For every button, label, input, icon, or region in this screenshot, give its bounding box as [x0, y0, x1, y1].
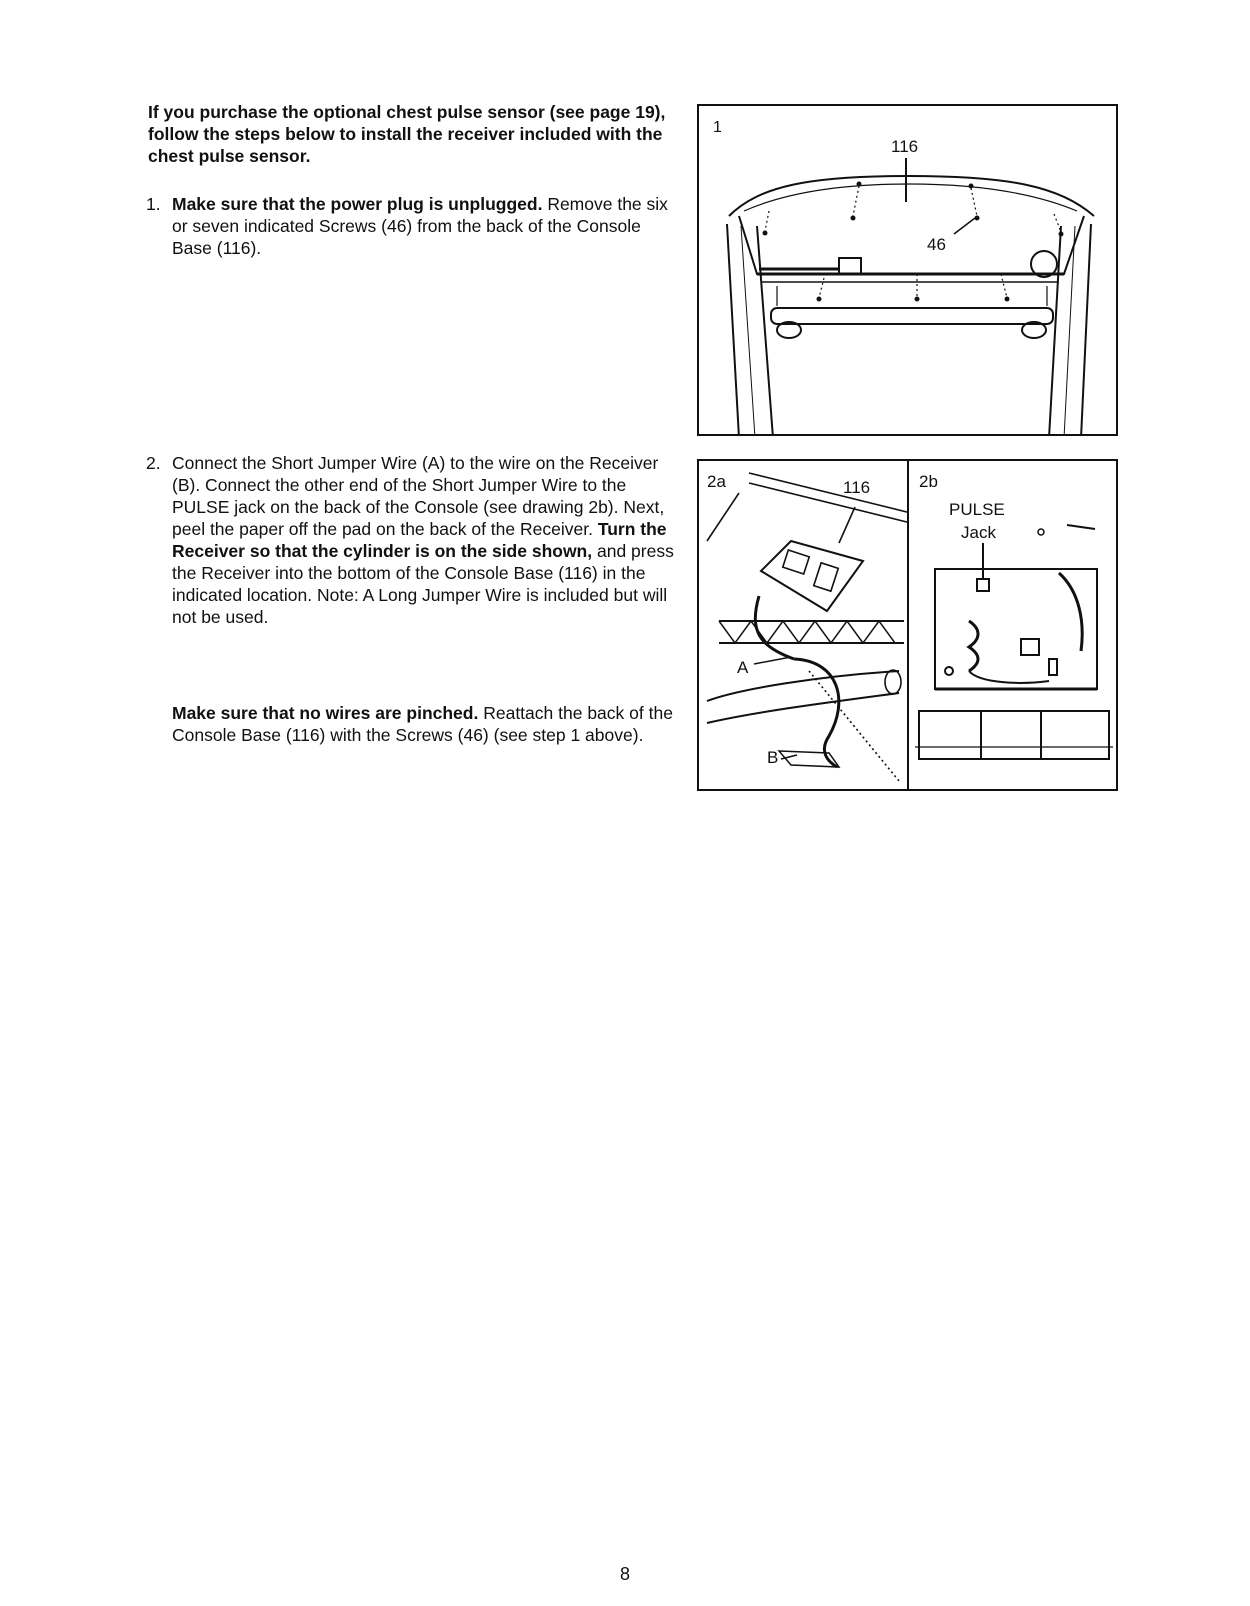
console-base-outline	[739, 216, 1084, 274]
page-number: 8	[619, 1564, 630, 1584]
figure-1-label: 1	[713, 119, 722, 136]
console-hood	[729, 176, 1094, 216]
pulse-jack	[977, 579, 989, 591]
reattach-note	[172, 702, 684, 746]
step-1-body	[172, 193, 684, 259]
step-2-text-a: Connect the Short Jumper Wire (A) to the wire on the Receiver (B). Connect the other end of the Short Jumper Wire to the PULSE jack on the back of the Console (see drawing 2b). Next, peel the paper off the pad on the back of the Receiver.	[172, 453, 665, 539]
figure-1-callout-116: 116	[891, 137, 919, 156]
console-hood-inner	[744, 184, 1077, 211]
figure-2a-label: 2a	[707, 472, 726, 491]
figure-2b-drawing	[909, 461, 1118, 791]
figure-2b	[907, 459, 1118, 791]
figure-2a-drawing	[699, 461, 909, 791]
figure-2a-callout-b: B	[767, 748, 779, 767]
step-2-body	[172, 452, 684, 628]
step-1-text: Remove the six or seven indicated Screws (46) from the back of the Console Base (116).	[172, 194, 668, 258]
step-2-bold: Turn the Receiver so that the cylinder is on the side shown,	[172, 519, 667, 561]
step-2	[146, 452, 684, 628]
step-1-bold: Make sure that the power plug is unplugged.	[172, 194, 543, 214]
intro-text: If you purchase the optional chest pulse sensor (see page 19), follow the steps below to install the receiver included with the chest pulse sensor.	[148, 102, 666, 166]
figure-2b-callout-jack: Jack	[961, 523, 996, 542]
left-upright	[727, 224, 773, 436]
figure-2a-callout-a: A	[737, 658, 749, 677]
figure-2b-callout-pulse: PULSE	[949, 500, 1005, 519]
receiver-wire	[794, 659, 839, 767]
step-1-number: 1.	[146, 194, 161, 214]
step-2-text-b: and press the Receiver into the bottom of the Console Base (116) in the indicated location. Note: A Long Jumper Wire is included but will not be used.	[172, 541, 674, 627]
figure-2a	[697, 459, 909, 791]
reattach-note-bold: Make sure that no wires are pinched.	[172, 703, 479, 723]
step-2-number: 2.	[146, 453, 161, 473]
figure-2a-callout-116: 116	[843, 478, 871, 497]
figure-1-drawing	[699, 106, 1118, 436]
console-back-panel	[935, 569, 1097, 689]
figure-1	[697, 104, 1118, 436]
crossbar	[771, 308, 1053, 324]
reattach-note-text: Reattach the back of the Console Base (116) with the Screws (46) (see step 1 above).	[172, 703, 673, 745]
receiver-plate	[761, 541, 863, 611]
figure-2b-label: 2b	[919, 472, 938, 491]
step-1	[146, 193, 684, 259]
figure-1-callout-46: 46	[927, 235, 946, 254]
